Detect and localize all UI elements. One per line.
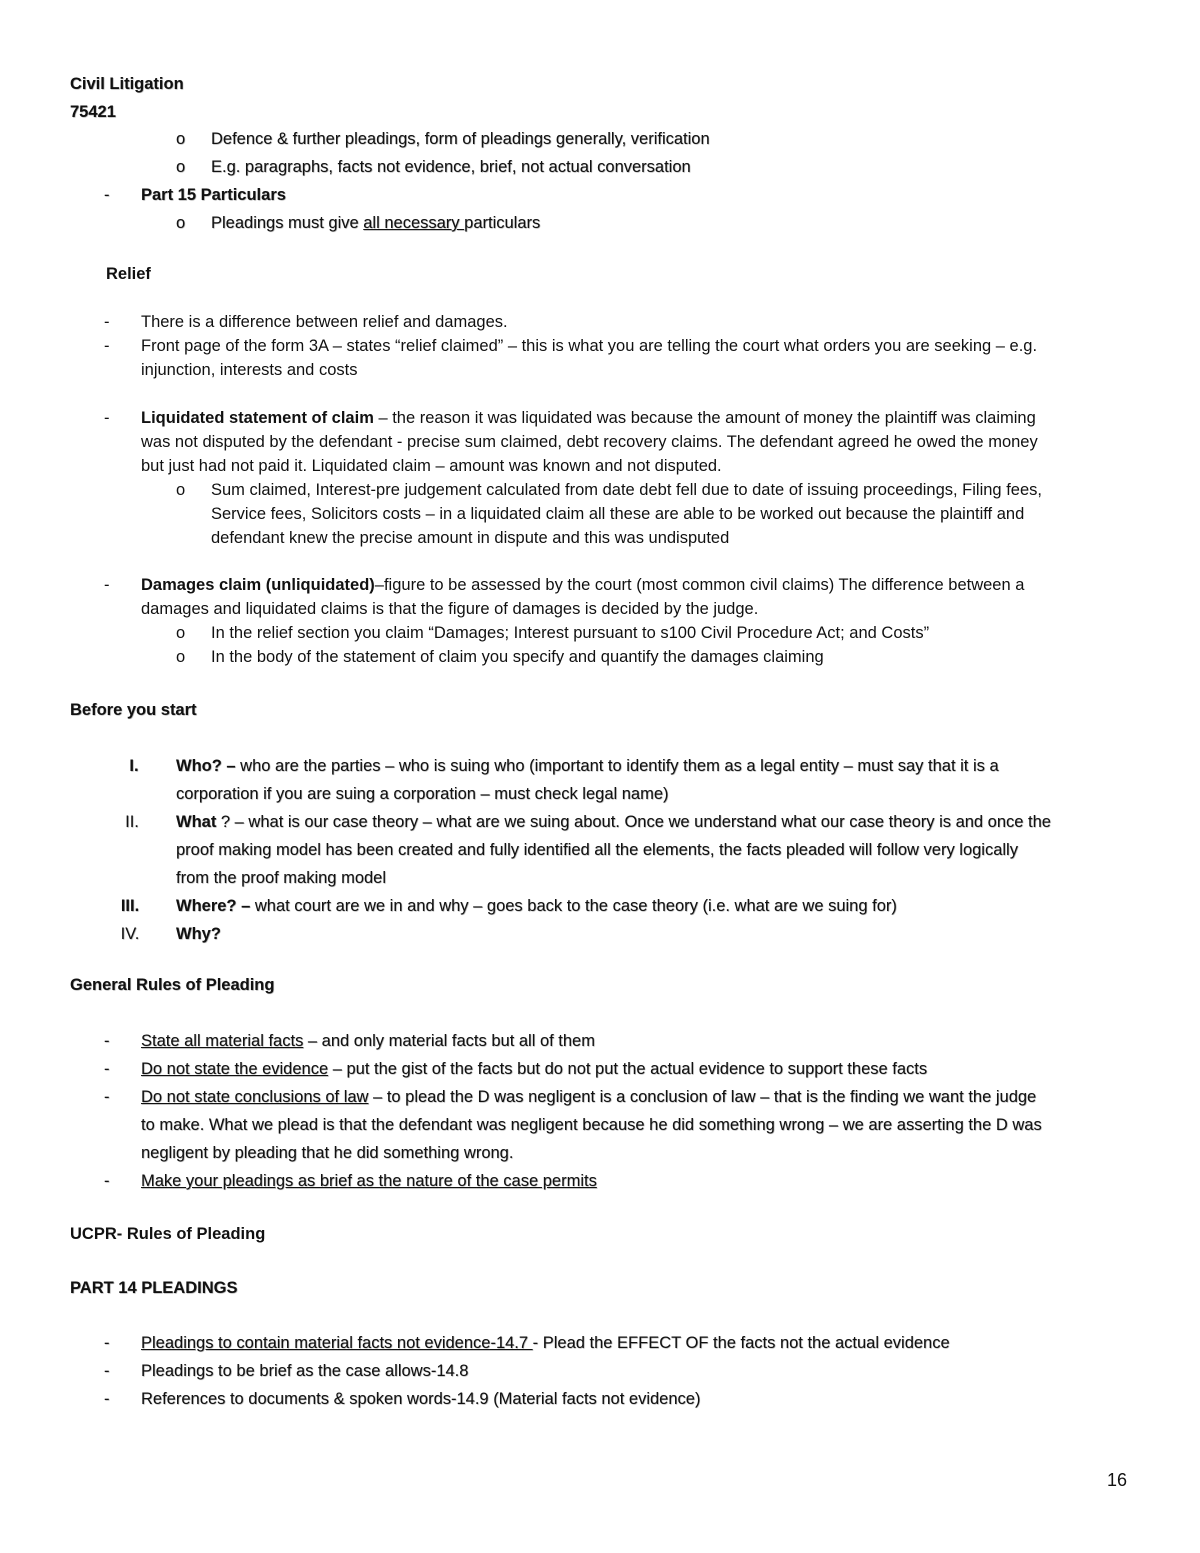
dash-bullet: - (104, 1060, 110, 1078)
dash-bullet: - (104, 1088, 110, 1106)
dash-bullet: - (104, 1032, 110, 1050)
section-heading-relief: Relief (106, 265, 151, 283)
liquidated-claim-term: Liquidated statement of claim (141, 409, 374, 427)
circle-bullet: o (176, 648, 186, 666)
section-heading-ucpr: UCPR- Rules of Pleading (70, 1225, 266, 1243)
roman-numeral: III. (120, 897, 140, 915)
circle-bullet: o (176, 624, 186, 642)
paragraph-line: corporation if you are suing a corporation – must check legal name) (176, 785, 669, 803)
document-title: Civil Litigation (70, 75, 184, 93)
paragraph-line: proof making model has been created and fully identified all the elements, the facts pleaded will follow very logically (176, 841, 1018, 859)
paragraph-line: from the proof making model (176, 869, 387, 887)
paragraph-line: to make. What we plead is that the defendant was negligent because he did something wrong – we are asserting the D was (141, 1116, 1042, 1134)
page-number: 16 (1107, 1470, 1128, 1490)
document-page: Civil Litigation 75421 o Defence & further pleadings, form of pleadings generally, verification o E.g. paragraphs, facts not evidence, brief, not actual conversation - Part 15 Particulars o Pleadings must give all necessary particulars Relief - There is a difference between relief and damages. - Front page of the form 3A – states “relief claimed” – this is what you are telling the court what orders you are seeking – e.g. injunction, interests and costs - Liquidated statement of claim – the reason it was liquidated was because the amount of money the plaintiff was claiming was not disputed by the defendant - precise sum claimed, debt recovery claims. The defendant agreed he owed the money but just had not paid it. Liquidated claim – amount was known and not disputed. o Sum claimed, Interest-pre judgement calculated from date debt fell due to date of issuing proceedings, Filing fees, Service fees, Solicitors costs – in a liquidated claim all these are able to be worked out because the plaintiff and defendant knew the precise amount in dispute and this was undisputed - Damages claim (unliquidated)–figure to be assessed by the court (most common civil claims) The difference between a damages and liquidated claims is that the figure of damages is decided by the judge. o In the relief section you claim “Damages; Interest pursuant to s100 Civil Procedure Act; and Costs” o In the body of the statement of claim you specify and quantify the damages claiming Before you start I. Who? – who are the parties – who is suing who (important to identify them as a legal entity – must say that it is a corporation if you are suing a corporation – must check legal name) II. What ? – what is our case theory – what are we suing about. Once we understand what our case theory is and once the proof making model has been created and fully identified all the elements, the facts pleaded will follow very logically from the proof making model III. Where? – what court are we in and why – goes back to the case theory (i.e. what are we suing for) IV. Why? General Rules of Pleading - State all material facts – and only material facts but all of them - Do not state the evidence – put the gist of the facts but do not put the actual evidence to support these facts - Do not state conclusions of law – to plead the D was negligent is a conclusion of law – that is the finding we want the judge to make. What we plead is that the defendant was negligent because he did something wrong – we are asserting the D was negligent by pleading that he did something wrong. - Make your pleadings as brief as the nature of the case permits UCPR- Rules of Pleading PART 14 PLEADINGS - Pleadings to contain material facts not evidence-14.7 - Plead the EFFECT OF the facts not the actual evidence - Pleadings to be brief as the case allows-14.8 - References to documents & spoken words-14.9 (Material facts not evidence) 16 (0, 0, 1200, 1553)
roman-numeral: IV. (120, 925, 140, 943)
dash-bullet: - (104, 186, 110, 204)
document-code: 75421 (70, 103, 116, 121)
dash-bullet: - (104, 1390, 110, 1408)
paragraph-line: damages and liquidated claims is that the figure of damages is decided by the judge. (141, 600, 759, 618)
dash-bullet: - (104, 337, 110, 355)
dash-bullet: - (104, 1362, 110, 1380)
dash-bullet: - (104, 576, 110, 594)
dash-bullet: - (104, 1334, 110, 1352)
paragraph-line: was not disputed by the defendant - precise sum claimed, debt recovery claims. The defendant agreed he owed the money (141, 433, 1038, 451)
circle-bullet: o (176, 214, 186, 232)
paragraph-line: negligent by pleading that he did something wrong. (141, 1144, 514, 1162)
circle-bullet: o (176, 130, 186, 148)
part15-heading: Part 15 Particulars (141, 186, 286, 204)
roman-numeral: I. (129, 757, 139, 775)
dash-bullet: - (104, 1172, 110, 1190)
paragraph-line: but just had not paid it. Liquidated claim – amount was known and not disputed. (141, 457, 722, 475)
paragraph-line: defendant knew the precise amount in dispute and this was undisputed (211, 529, 730, 547)
dash-bullet: - (104, 313, 110, 331)
section-heading-before: Before you start (70, 701, 197, 719)
paragraph-line: injunction, interests and costs (141, 361, 358, 379)
dash-bullet: - (104, 409, 110, 427)
circle-bullet: o (176, 481, 186, 499)
roman-numeral: II. (125, 813, 139, 831)
section-heading-general: General Rules of Pleading (70, 976, 275, 994)
circle-bullet: o (176, 158, 186, 176)
paragraph-line: Service fees, Solicitors costs – in a liquidated claim all these are able to be worked out because the plaintiff and (211, 505, 1025, 523)
section-heading-part14: PART 14 PLEADINGS (70, 1279, 238, 1297)
damages-claim-term: Damages claim (unliquidated) (141, 576, 375, 594)
